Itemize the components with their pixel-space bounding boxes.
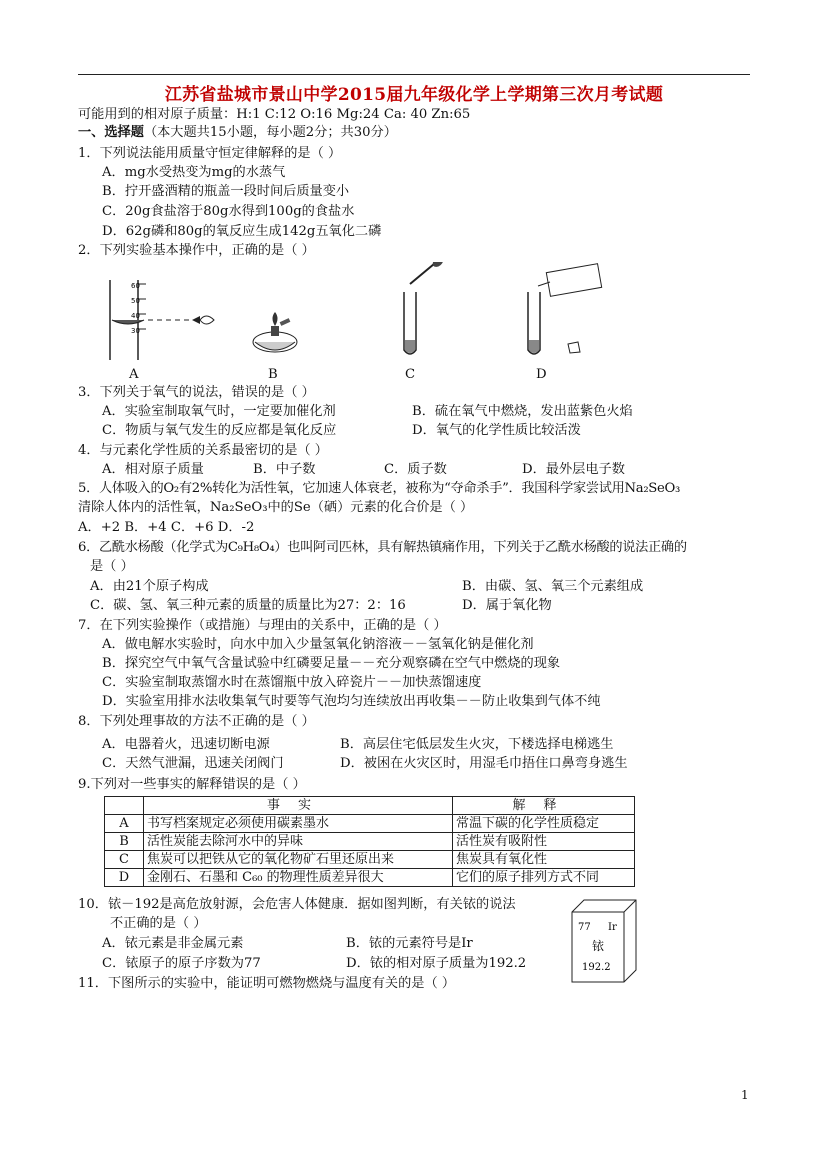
cylinder-tick-50: 50 [131,297,140,305]
row-fact: 书写档案规定必须使用碳素墨水 [144,815,453,833]
section-note: （本大题共15小题，每小题2分；共30分） [143,125,397,140]
element-mass: 192.2 [582,962,611,973]
row-key: D [105,869,144,887]
q10-option-d: D．铱的相对原子质量为192.2 [346,956,527,971]
q6-line2: 是（ ） [90,559,134,574]
element-name: 铱 [592,939,605,953]
cylinder-tick-60: 60 [131,282,140,290]
q8-option-a: A．电器着火，迅速切断电源 [102,737,270,752]
q1-option-a: A．mg水受热变为mg的水蒸气 [102,165,286,180]
q2-label-row-d: D [536,367,547,382]
table-row [105,833,635,851]
element-number: 77 [578,922,591,933]
q2-apparatus-figure [100,262,620,362]
graduated-cylinder-icon [110,280,214,360]
table-header-explain: 解释 [453,797,635,815]
q8-option-b: B．高层住宅低层发生火灾，下楼选择电梯逃生 [340,737,614,752]
q7-option-d: D．实验室用排水法收集氧气时要等气泡均匀连续放出再收集－－防止收集到气体不纯 [102,694,601,709]
q2-stem: 2．下列实验基本操作中，正确的是（ ） [78,243,315,258]
q7-option-b: B．探究空气中氧气含量试验中红磷要足量－－充分观察磷在空气中燃烧的现象 [102,656,561,671]
q3-option-a: A．实验室制取氧气时，一定要加催化剂 [102,404,336,419]
q10-option-c: C．铱原子的原子序数为77 [102,956,261,971]
q3-stem: 3．下列关于氧气的说法，错误的是（ ） [78,385,315,400]
row-explain: 活性炭有吸附性 [453,833,635,851]
row-explain: 焦炭具有氧化性 [453,851,635,869]
q5-options: A．+2 B．+4 C．+6 D．-2 [78,520,255,535]
row-fact: 活性炭能去除河水中的异味 [144,833,453,851]
q3-option-d: D．氧气的化学性质比较活泼 [412,423,581,438]
q2-label-row-b: B [268,367,278,382]
q6-option-a: A．由21个原子构成 [90,579,209,594]
q1-option-c: C．20g食盐溶于80g水得到100g的食盐水 [102,204,355,219]
alcohol-lamp-icon [253,312,297,352]
q7-stem: 7．在下列实验操作（或措施）与理由的关系中，正确的是（ ） [78,618,447,633]
q7-option-c: C．实验室制取蒸馏水时在蒸馏瓶中放入碎瓷片－－加快蒸馏速度 [102,675,482,690]
q4-option-b: B．中子数 [253,462,316,477]
q3-option-c: C．物质与氧气发生的反应都是氧化反应 [102,423,337,438]
page-title: 江苏省盐城市景山中学2015届九年级化学上学期第三次月考试题 [164,85,664,105]
q1-stem: 1．下列说法能用质量守恒定律解释的是（ ） [78,146,342,161]
row-key: B [105,833,144,851]
q2-label-row-c: C [405,367,416,382]
atomic-masses: 可能用到的相对原子质量：H:1 C:12 O:16 Mg:24 Ca: 40 Zn:65 [78,107,471,122]
q7-option-a: A．做电解水实验时，向水中加入少量氢氧化钠溶液－－氢氧化钠是催化剂 [102,637,534,652]
q8-stem: 8．下列处理事故的方法不正确的是（ ） [78,714,315,729]
page-number: 1 [741,1088,749,1102]
q5-line1: 5．人体吸入的O₂有2%转化为活性氧，它加速人体衰老，被称为“夺命杀手”．我国科学家尝试用Na₂SeO₃ [78,481,681,496]
q4-option-c: C．质子数 [384,462,447,477]
q6-option-b: B．由碳、氢、氧三个元素组成 [462,579,644,594]
cylinder-tick-40: 40 [131,312,140,320]
q2-label-row-a: A [129,367,139,382]
table-header-blank [105,797,144,815]
test-tube-dropper-icon [404,262,445,354]
q4-option-d: D．最外层电子数 [522,462,625,477]
row-key: A [105,815,144,833]
q6-option-d: D．属于氧化物 [462,598,552,613]
q10-option-a: A．铱元素是非金属元素 [102,936,244,951]
cylinder-tick-30: 30 [131,327,140,335]
q9-table [104,796,635,887]
row-key: C [105,851,144,869]
q4-stem: 4．与元素化学性质的关系最密切的是（ ） [78,443,328,458]
section-heading [78,124,397,142]
row-fact: 金刚石、石墨和 C₆₀ 的物理性质差异很大 [144,869,453,887]
q10-option-b: B．铱的元素符号是Ir [346,936,473,951]
row-explain: 常温下碳的化学性质稳定 [453,815,635,833]
row-explain: 它们的原子排列方式不同 [453,869,635,887]
q8-option-c: C．天然气泄漏，迅速关闭阀门 [102,756,284,771]
element-symbol: Ir [608,922,617,933]
table-row [105,869,635,887]
q6-option-c: C．碳、氢、氧三种元素的质量的质量比为27：2：16 [90,598,406,613]
q11-stem: 11．下图所示的实验中，能证明可燃物燃烧与温度有关的是（ ） [78,976,456,991]
q10-line1: 10．铱－192是高危放射源，会危害人体健康．据如图判断，有关铱的说法 [78,897,516,912]
q5-line2: 清除人体内的活性氧，Na₂SeO₃中的Se（硒）元素的化合价是（ ） [78,500,474,515]
q3-option-b: B．硫在氧气中燃烧，发出蓝紫色火焰 [412,404,633,419]
row-fact: 焦炭可以把铁从它的氧化物矿石里还原出来 [144,851,453,869]
q4-option-a: A．相对原子质量 [102,462,204,477]
q10-line2: 不正确的是（ ） [110,916,207,931]
q1-option-b: B．拧开盛酒精的瓶盖一段时间后质量变小 [102,184,350,199]
q1-option-d: D．62g磷和80g的氧反应生成142g五氧化二磷 [102,224,382,239]
table-header-row [105,797,635,815]
pouring-bottle-icon [528,264,602,354]
iridium-element-card [570,898,638,984]
q6-line1: 6．乙酰水杨酸（化学式为C₉H₈O₄）也叫阿司匹林，具有解热镇痛作用，下列关于乙酰水杨酸的说法正确的 [78,540,687,555]
header-rule [78,74,750,75]
section-label: 一、选择题 [78,125,144,140]
table-row [105,851,635,869]
table-row [105,815,635,833]
q9-stem: 9.下列对一些事实的解释错误的是（ ） [78,777,306,792]
q8-option-d: D．被困在火灾区时，用湿毛巾捂住口鼻弯身逃生 [340,756,628,771]
table-header-fact: 事实 [144,797,453,815]
